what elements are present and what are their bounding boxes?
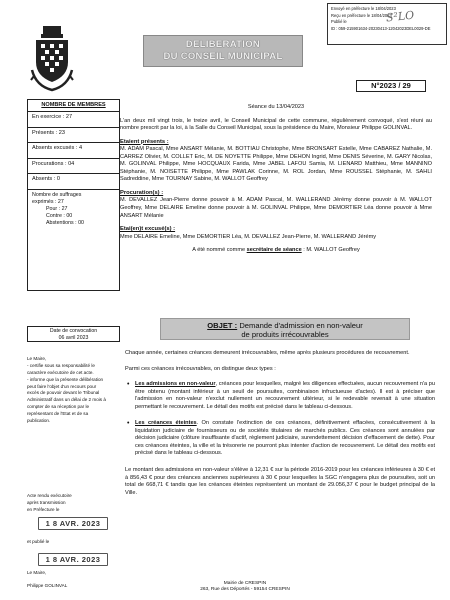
stamp-id: ID : 059-215901634-20230413-12042023DEL0029-DE [331, 25, 431, 31]
members-in-office: En exercice : 27 [28, 112, 119, 128]
exec-line-1: Acte rendu exécutoire [27, 493, 72, 498]
legal-line: publication. [27, 418, 51, 424]
excused-heading: Etai(en)t excusé(s) : [120, 226, 176, 233]
footer-line-2: 263, Rue des Déportés - 59154 CRESPIN [200, 587, 290, 593]
legal-line: - certifie sous sa responsabilité le [27, 362, 95, 368]
transmission-date-stamp: 1 8 AVR. 2023 [38, 517, 108, 530]
crest-logo [30, 26, 74, 94]
document-title-banner [143, 35, 303, 67]
legal-note [27, 356, 117, 425]
votes-for: Pour : 27 [46, 206, 68, 213]
procurations-list: M. DEVALLEZ Jean-Pierre donne pouvoir à M. ADAM Pascal, M. WALLERAND Jérémy donne pouvoir à M. WALLOT Geoffrey, Mme DELAIRE Emeline donne pouvoir à M. GOLINVAL Philippe, Mme DEMORTIER Léa donne pouvoir à Mme ANSART Mélanie [120, 197, 432, 219]
stamp-received: Reçu en préfecture le 18/04/2023 [331, 12, 392, 18]
convocation-date: 06 avril 2023 [58, 334, 89, 341]
members-box [27, 99, 120, 291]
bullet-1-text: , créances pour lesquelles, malgré les diligences effectuées, aucun recouvrement n'a pu être obtenu (montant inférieur à un seuil de poursuites, combinaison infructueuse d'actes). Il est à préciser que l'admission en non-valeur n'exclut nullement un recouvrement ultérieur, si le redevable revenait à une situation permettant le recouvrement. Le détail des motifs est précisé dans le tableau ci-dessous. [135, 381, 435, 410]
secretary-prefix: A été nommé comme [192, 247, 246, 254]
legal-line: compter de sa réception par le [27, 404, 90, 410]
presents-heading: Etaient présents : [120, 138, 169, 145]
bullet-creances-eteintes [125, 420, 435, 458]
bullet-2-title: Les créances éteintes [135, 420, 197, 427]
publication-date-stamp: 1 8 AVR. 2023 [38, 553, 108, 566]
secretary-label: secrétaire de séance [246, 247, 302, 254]
legal-line: Le Maire, [27, 356, 47, 361]
bullet-1-title: Les admissions en non-valeur [135, 381, 216, 388]
members-absent: Absents : 0 [28, 174, 119, 190]
stamp-published: Publié le [331, 19, 347, 25]
page-footer [120, 581, 370, 594]
subject-line-2: de produits irrécouvrables [241, 330, 329, 340]
convocation-box [27, 326, 120, 342]
stamp-signature: S²LO [385, 8, 415, 25]
excused-list: Mme DELAIRE Emeline, Mme DEMORTIER Léa, M. DEVALLEZ Jean-Pierre, M. WALLERAND Jérémy [120, 233, 377, 240]
legal-line: représentant de l'Etat et de sa [27, 411, 89, 417]
legal-line: Administratif dans un délai de 2 mois à [27, 397, 106, 403]
body-paragraph-1: Chaque année, certaines créances demeurent irrécouvrables, même après plusieurs procédures de recouvrement. [125, 350, 410, 356]
votes-label: Nombre de suffrages [32, 191, 82, 198]
legal-line: caractère exécutoire de cet acte. [27, 369, 94, 375]
subject-banner [160, 318, 410, 340]
deliberation-number: N°2023 / 29 [356, 80, 426, 92]
members-present: Présents : 23 [28, 128, 119, 144]
vote-results [28, 190, 119, 230]
body-paragraph-3: Le montant des admissions en non-valeur s'élève à 12,31 € sur la période 2016-2019 pour les créances inférieures à 30 € et à 856,43 € pour des créances anciennes supérieures à 30 € pour lesquelles la SGC n'engagera plus de poursuites, soit un total de 668,71 € tandis que les créances éteintes représentent un montant de 29.056,37 € pour le budget principal de la Ville. [125, 467, 435, 496]
legal-line: excès de pouvoir devant le Tribunal [27, 390, 100, 396]
procurations-heading: Procuration(s) : [120, 189, 164, 196]
subject-line-1: Demande d'admission en non-valeur [239, 321, 363, 330]
seance-date: Séance du 13/04/2023 [247, 104, 305, 110]
published-label: et publié le [27, 539, 50, 544]
legal-line: peut faire l'objet d'un recours pour [27, 383, 97, 389]
intro-paragraph: L'an deux mil vingt trois, le treize avril, le Conseil Municipal de cette commune, régulièrement convoqué, s'est réuni au nombre prescrit par la loi, à la Salle du Conseil Municipal, sous la présidence du Maire, Monsieur Philippe GOLINVAL. [120, 117, 432, 132]
exec-line-2: après transmission [27, 499, 66, 505]
votes-abstain: Abstentions : 00 [46, 220, 84, 227]
title-line-2: DU CONSEIL MUNICIPAL [163, 50, 283, 62]
bullet-2-text: . On constate l'extinction de ces créances, définitivement effacées, consécutivement à la liquidation judiciaire de fournisseurs ou de sociétés titulaires de marchés publics. Ces créances sont annulées par décision judiciaire (clôture insuffisante d'actif, règlement judiciaire, surendettement décision d'effacement de dette). Pour ces créances éteintes, la ville et la trésorerie ne pourront plus intenter d'action de recouvrement. Le détail des motifs est précisé dans le tableau ci-dessous. [135, 420, 435, 457]
exec-line-3: en Préfecture le [27, 506, 60, 512]
footer-line-1: Mairie de CRESPIN [223, 581, 267, 586]
members-excused: Absents excusés : 4 [28, 143, 119, 159]
presents-list: M. ADAM Pascal, Mme ANSART Mélanie, M. BOTTIAU Christophe, Mme BRONSART Estelle, Mme CABAREZ Nathalie, M. CARREZ Olivier, M. COLLET Eric, M. DE NOYETTE Philippe, Mme DEHON Ingrid, Mme DENIS Séverine, M. GARY Nicolas, M. GOLINVAL Philippe, Mme HOCQUAUX Farida, Mme JABEL LAFOU Samia, M. LIENARD Matthieu, Mme MANNINO Stéphanie, M. NOISETTE Philippe, Mme PAWLAK Corinne, M. ROL Jordan, Mme ROUSSEL Stéphanie, M. SAHLI Sadreddine, Mme TOURNAY Sabine, M. WALLOT Geoffrey [120, 146, 432, 183]
mayor-label: Le Maire, [27, 570, 47, 575]
members-heading: NOMBRE DE MEMBRES [28, 100, 119, 112]
subject-label: OBJET : [207, 321, 238, 330]
mayor-name: Philippe GOLINVAL [27, 583, 68, 588]
bullet-non-valeur [125, 381, 435, 411]
title-line-1: DELIBERATION [185, 39, 261, 50]
convocation-label: Date de convocation [49, 328, 98, 334]
members-proxies: Procurations : 04 [28, 159, 119, 175]
prefecture-stamp [327, 3, 447, 45]
main-content [120, 104, 432, 255]
votes-expressed: exprimés : 27 [32, 198, 64, 205]
coat-of-arms-icon [30, 26, 74, 94]
secretary-line [120, 247, 432, 255]
legal-line: - informe que la présente délibération [27, 376, 104, 382]
body-paragraph-2: Parmi ces créances irrécouvrables, on distingue deux types : [125, 365, 276, 372]
stamp-sent: Envoyé en préfecture le 18/04/2023 [331, 6, 396, 11]
enforceable-block [27, 493, 120, 593]
votes-against: Contre : 00 [46, 213, 73, 220]
secretary-name: : M. WALLOT Geoffrey [303, 247, 360, 254]
body-content [125, 350, 435, 497]
